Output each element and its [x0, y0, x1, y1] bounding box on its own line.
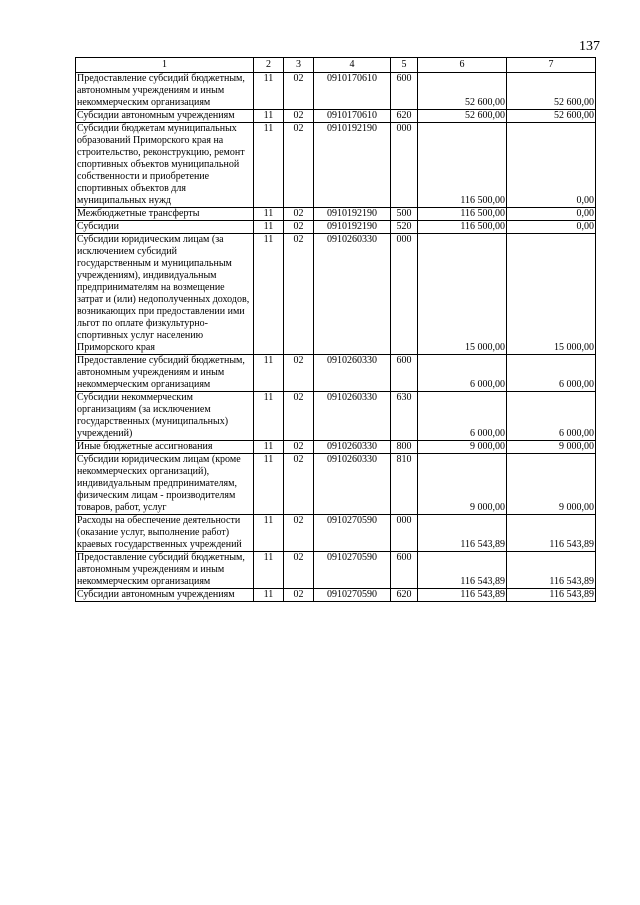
- row-subsection: 02: [284, 441, 314, 454]
- row-expense-type: 000: [391, 234, 418, 355]
- row-subsection: 02: [284, 110, 314, 123]
- row-section: 11: [254, 221, 284, 234]
- row-expense-type: 800: [391, 441, 418, 454]
- row-expense-type: 620: [391, 589, 418, 602]
- row-target-article: 0910170610: [314, 110, 391, 123]
- row-subsection: 02: [284, 73, 314, 110]
- row-name: Субсидии автономным учреждениям: [76, 110, 254, 123]
- row-expense-type: 600: [391, 355, 418, 392]
- table-row: [76, 123, 596, 208]
- row-expense-type: 600: [391, 73, 418, 110]
- table-row: [76, 355, 596, 392]
- row-expense-type: 620: [391, 110, 418, 123]
- row-amount-2: 116 543,89: [507, 552, 596, 589]
- row-subsection: 02: [284, 515, 314, 552]
- table-row: [76, 234, 596, 355]
- row-amount-1: 116 500,00: [418, 208, 507, 221]
- row-amount-1: 116 543,89: [418, 515, 507, 552]
- row-target-article: 0910260330: [314, 454, 391, 515]
- row-target-article: 0910260330: [314, 355, 391, 392]
- row-section: 11: [254, 392, 284, 441]
- row-section: 11: [254, 441, 284, 454]
- row-name: Расходы на обеспечение деятельности (оказание услуг, выполнение работ) краевых государственных учреждений: [76, 515, 254, 552]
- header-cell: 6: [418, 58, 507, 73]
- row-name: Иные бюджетные ассигнования: [76, 441, 254, 454]
- row-expense-type: 630: [391, 392, 418, 441]
- row-subsection: 02: [284, 221, 314, 234]
- page-number: 137: [579, 39, 600, 54]
- row-amount-2: 0,00: [507, 123, 596, 208]
- row-section: 11: [254, 454, 284, 515]
- row-amount-2: 116 543,89: [507, 589, 596, 602]
- header-row: [76, 58, 596, 73]
- row-target-article: 0910270590: [314, 515, 391, 552]
- row-name: Предоставление субсидий бюджетным, автономным учреждениям и иным некоммерческим организациям: [76, 552, 254, 589]
- row-amount-2: 6 000,00: [507, 355, 596, 392]
- row-subsection: 02: [284, 552, 314, 589]
- row-amount-1: 52 600,00: [418, 73, 507, 110]
- row-subsection: 02: [284, 589, 314, 602]
- row-target-article: 0910192190: [314, 208, 391, 221]
- row-section: 11: [254, 552, 284, 589]
- row-target-article: 0910260330: [314, 441, 391, 454]
- row-name: Субсидии: [76, 221, 254, 234]
- table-row: [76, 110, 596, 123]
- table-row: [76, 589, 596, 602]
- row-section: 11: [254, 123, 284, 208]
- row-name: Межбюджетные трансферты: [76, 208, 254, 221]
- row-amount-2: 116 543,89: [507, 515, 596, 552]
- table-row: [76, 221, 596, 234]
- row-amount-2: 52 600,00: [507, 73, 596, 110]
- row-amount-1: 116 543,89: [418, 552, 507, 589]
- table-row: [76, 392, 596, 441]
- row-section: 11: [254, 234, 284, 355]
- row-amount-1: 116 500,00: [418, 221, 507, 234]
- row-section: 11: [254, 589, 284, 602]
- header-cell: 5: [391, 58, 418, 73]
- row-amount-2: 15 000,00: [507, 234, 596, 355]
- row-target-article: 0910260330: [314, 234, 391, 355]
- row-name: Предоставление субсидий бюджетным, автономным учреждениям и иным некоммерческим организациям: [76, 355, 254, 392]
- row-subsection: 02: [284, 392, 314, 441]
- row-target-article: 0910270590: [314, 589, 391, 602]
- row-amount-1: 15 000,00: [418, 234, 507, 355]
- row-expense-type: 810: [391, 454, 418, 515]
- table-row: [76, 208, 596, 221]
- row-section: 11: [254, 355, 284, 392]
- table-row: [76, 552, 596, 589]
- row-amount-1: 6 000,00: [418, 392, 507, 441]
- row-section: 11: [254, 208, 284, 221]
- row-section: 11: [254, 73, 284, 110]
- header-cell: 2: [254, 58, 284, 73]
- table-row: [76, 515, 596, 552]
- row-amount-2: 52 600,00: [507, 110, 596, 123]
- row-subsection: 02: [284, 234, 314, 355]
- row-amount-1: 6 000,00: [418, 355, 507, 392]
- row-target-article: 0910260330: [314, 392, 391, 441]
- row-amount-2: 9 000,00: [507, 441, 596, 454]
- row-name: Субсидии некоммерческим организациям (за исключением государственных (муниципальных) учреждений): [76, 392, 254, 441]
- row-expense-type: 520: [391, 221, 418, 234]
- row-subsection: 02: [284, 208, 314, 221]
- row-name: Субсидии бюджетам муниципальных образований Приморского края на строительство, реконструкцию, ремонт спортивных объектов муниципальной собственности и приобретение спортивных объектов для муниципальных нужд: [76, 123, 254, 208]
- row-expense-type: 500: [391, 208, 418, 221]
- row-subsection: 02: [284, 454, 314, 515]
- row-amount-2: 9 000,00: [507, 454, 596, 515]
- header-cell: 3: [284, 58, 314, 73]
- row-name: Предоставление субсидий бюджетным, автономным учреждениям и иным некоммерческим организациям: [76, 73, 254, 110]
- row-amount-2: 0,00: [507, 221, 596, 234]
- row-target-article: 0910192190: [314, 221, 391, 234]
- row-target-article: 0910170610: [314, 73, 391, 110]
- table-body: [76, 73, 596, 602]
- row-amount-2: 6 000,00: [507, 392, 596, 441]
- row-amount-2: 0,00: [507, 208, 596, 221]
- row-subsection: 02: [284, 123, 314, 208]
- row-amount-1: 52 600,00: [418, 110, 507, 123]
- row-section: 11: [254, 110, 284, 123]
- row-name: Субсидии юридическим лицам (кроме некоммерческих организаций), индивидуальным предпринимателям, физическим лицам - производителям товаров, работ, услуг: [76, 454, 254, 515]
- row-expense-type: 000: [391, 123, 418, 208]
- row-amount-1: 9 000,00: [418, 454, 507, 515]
- header-cell: 1: [76, 58, 254, 73]
- row-subsection: 02: [284, 355, 314, 392]
- row-target-article: 0910270590: [314, 552, 391, 589]
- table-row: [76, 73, 596, 110]
- row-name: Субсидии юридическим лицам (за исключением субсидий государственным и муниципальным учреждениям), индивидуальным предпринимателям на возмещение затрат и (или) недополученных доходов, возникающих при предоставлении ими льгот по оплате физкультурно-спортивных услуг населению Приморского края: [76, 234, 254, 355]
- row-target-article: 0910192190: [314, 123, 391, 208]
- row-expense-type: 600: [391, 552, 418, 589]
- budget-table: [75, 57, 596, 602]
- row-name: Субсидии автономным учреждениям: [76, 589, 254, 602]
- row-section: 11: [254, 515, 284, 552]
- row-amount-1: 116 500,00: [418, 123, 507, 208]
- row-amount-1: 116 543,89: [418, 589, 507, 602]
- row-amount-1: 9 000,00: [418, 441, 507, 454]
- table-row: [76, 441, 596, 454]
- table-row: [76, 454, 596, 515]
- header-cell: 7: [507, 58, 596, 73]
- header-cell: 4: [314, 58, 391, 73]
- row-expense-type: 000: [391, 515, 418, 552]
